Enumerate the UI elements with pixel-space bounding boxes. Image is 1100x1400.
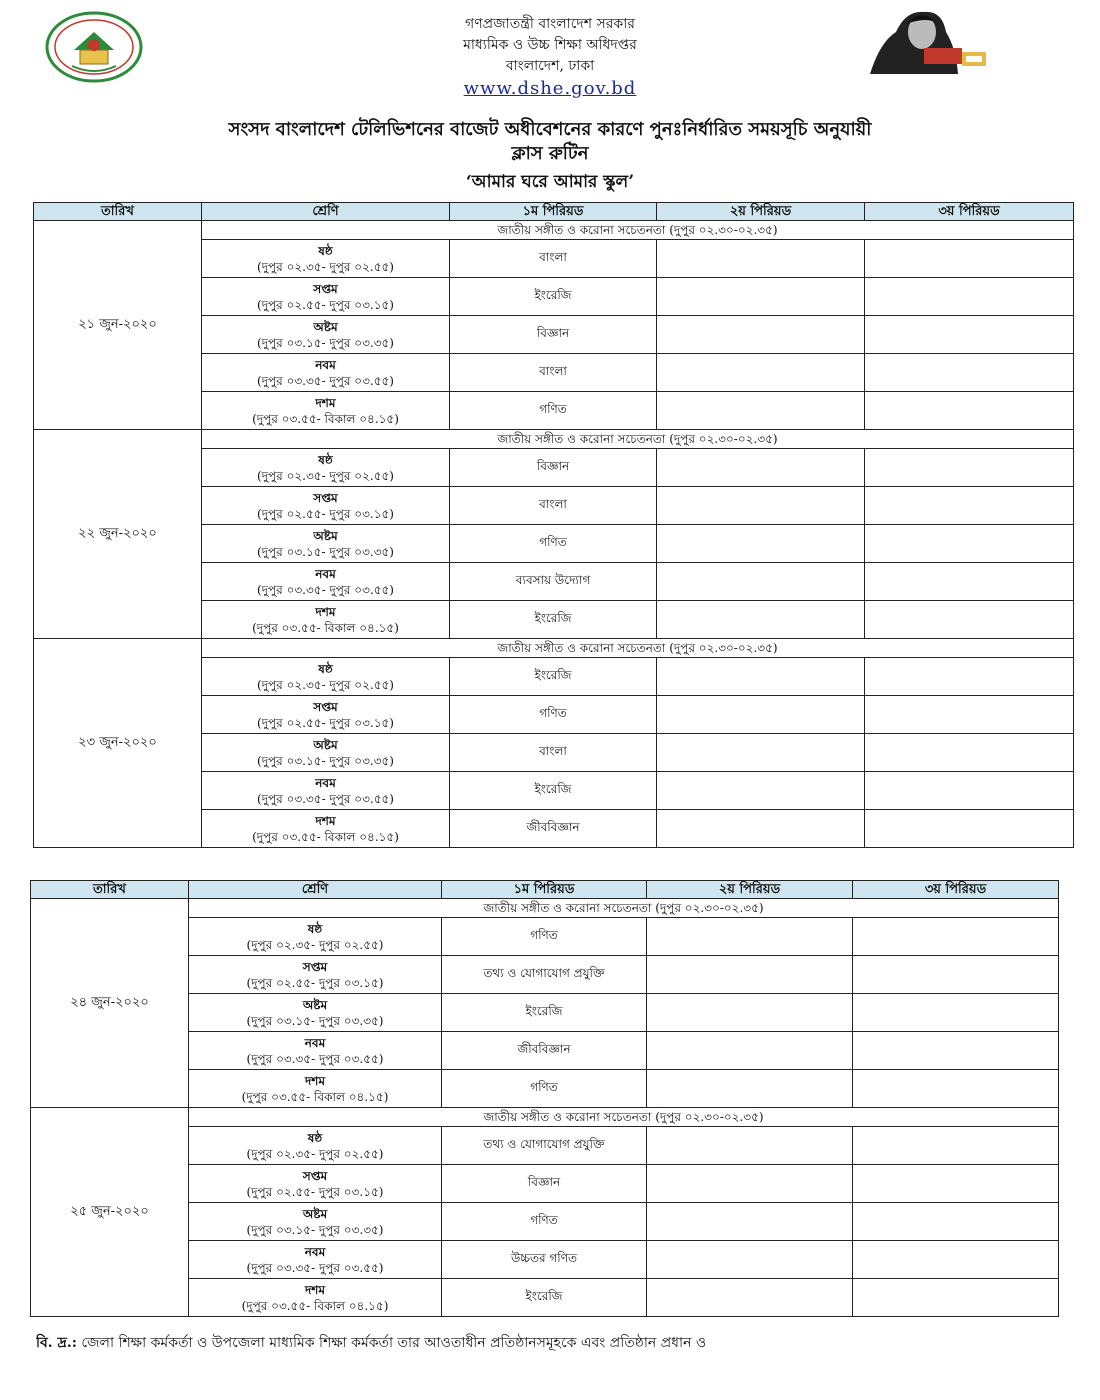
empty-cell xyxy=(865,487,1074,525)
class-cell: ষষ্ঠ (দুপুর ০২.৩৫- দুপুর ০২.৫৫) xyxy=(202,449,450,487)
subject-cell: ইংরেজি xyxy=(450,601,657,639)
empty-cell xyxy=(657,601,865,639)
class-cell: সপ্তম (দুপুর ০২.৫৫- দুপুর ০৩.১৫) xyxy=(202,278,450,316)
date-cell: ২৫ জুন-২০২০ xyxy=(31,1108,189,1317)
col-period-1: ১ম পিরিয়ড xyxy=(450,203,657,221)
empty-cell xyxy=(865,601,1074,639)
routine-title: সংসদ বাংলাদেশ টেলিভিশনের বাজেট অধীবেশনের কারণে পুনঃনির্ধারিত সময়সূচি অনুযায়ী xyxy=(228,119,872,140)
subject-cell: জীববিজ্ঞান xyxy=(442,1032,647,1070)
subject-cell: বিজ্ঞান xyxy=(450,316,657,354)
empty-cell xyxy=(657,240,865,278)
class-cell: অষ্টম (দুপুর ০৩.১৫- দুপুর ০৩.৩৫) xyxy=(202,734,450,772)
subject-cell: বাংলা xyxy=(450,240,657,278)
empty-cell xyxy=(853,956,1059,994)
empty-cell xyxy=(657,810,865,848)
col-period-1: ১ম পিরিয়ড xyxy=(442,881,647,899)
subject-cell: গণিত xyxy=(450,392,657,430)
empty-cell xyxy=(865,734,1074,772)
subject-cell: তথ্য ও যোগাযোগ প্রযুক্তি xyxy=(442,1127,647,1165)
empty-cell xyxy=(865,525,1074,563)
anthem-row: জাতীয় সঙ্গীত ও করোনা সচেতনতা (দুপুর ০২.৩০-০২.৩৫) xyxy=(202,639,1074,658)
empty-cell xyxy=(647,994,853,1032)
class-cell: ষষ্ঠ (দুপুর ০২.৩৫- দুপুর ০২.৫৫) xyxy=(189,918,442,956)
page-header xyxy=(0,0,1100,108)
subject-cell: বাংলা xyxy=(450,734,657,772)
empty-cell xyxy=(647,1241,853,1279)
footnote xyxy=(36,1333,1066,1353)
empty-cell xyxy=(647,1203,853,1241)
subject-cell: ইংরেজি xyxy=(450,658,657,696)
routine-table-1 xyxy=(33,202,1074,848)
table-row xyxy=(34,639,1074,658)
subject-cell: ইংরেজি xyxy=(450,772,657,810)
empty-cell xyxy=(853,1165,1059,1203)
footnote-label: বি. দ্র.: xyxy=(36,1335,77,1351)
anthem-row: জাতীয় সঙ্গীত ও করোনা সচেতনতা (দুপুর ০২.৩০-০২.৩৫) xyxy=(202,430,1074,449)
empty-cell xyxy=(853,1241,1059,1279)
subject-cell: ইংরেজি xyxy=(442,1279,647,1317)
empty-cell xyxy=(657,316,865,354)
empty-cell xyxy=(853,994,1059,1032)
class-cell: ষষ্ঠ (দুপুর ০২.৩৫- দুপুর ০২.৫৫) xyxy=(202,240,450,278)
subject-cell: গণিত xyxy=(450,696,657,734)
empty-cell xyxy=(647,1165,853,1203)
class-cell: অষ্টম (দুপুর ০৩.১৫- দুপুর ০৩.৩৫) xyxy=(202,525,450,563)
subject-cell: বিজ্ঞান xyxy=(450,449,657,487)
empty-cell xyxy=(865,449,1074,487)
empty-cell xyxy=(647,1032,853,1070)
routine-subtitle: ক্লাস রুটিন xyxy=(511,143,589,164)
empty-cell xyxy=(853,1070,1059,1108)
empty-cell xyxy=(865,772,1074,810)
col-class: শ্রেণি xyxy=(202,203,450,221)
col-period-3: ৩য় পিরিয়ড xyxy=(865,203,1074,221)
empty-cell xyxy=(657,392,865,430)
table-row xyxy=(31,899,1059,918)
empty-cell xyxy=(647,1279,853,1317)
subject-cell: জীববিজ্ঞান xyxy=(450,810,657,848)
anthem-row: জাতীয় সঙ্গীত ও করোনা সচেতনতা (দুপুর ০২.৩০-০২.৩৫) xyxy=(189,899,1059,918)
subject-cell: বিজ্ঞান xyxy=(442,1165,647,1203)
subject-cell: বাংলা xyxy=(450,487,657,525)
date-cell: ২২ জুন-২০২০ xyxy=(34,430,202,639)
date-cell: ২৩ জুন-২০২০ xyxy=(34,639,202,848)
class-cell: নবম (দুপুর ০৩.৩৫- দুপুর ০৩.৫৫) xyxy=(202,354,450,392)
class-cell: ষষ্ঠ (দুপুর ০২.৩৫- দুপুর ০২.৫৫) xyxy=(189,1127,442,1165)
subject-cell: ইংরেজি xyxy=(442,994,647,1032)
empty-cell xyxy=(657,734,865,772)
empty-cell xyxy=(853,1032,1059,1070)
subject-cell: ইংরেজি xyxy=(450,278,657,316)
empty-cell xyxy=(853,1127,1059,1165)
table-header-row xyxy=(31,881,1059,899)
table-row xyxy=(34,430,1074,449)
col-class: শ্রেণি xyxy=(189,881,442,899)
subject-cell: গণিত xyxy=(442,1203,647,1241)
col-date: তারিখ xyxy=(31,881,189,899)
empty-cell xyxy=(865,278,1074,316)
subject-cell: ব্যবসায় উদ্যোগ xyxy=(450,563,657,601)
table-header-row xyxy=(34,203,1074,221)
directorate-name: মাধ্যমিক ও উচ্চ শিক্ষা অধিদপ্তর xyxy=(463,37,637,53)
empty-cell xyxy=(865,316,1074,354)
empty-cell xyxy=(865,658,1074,696)
class-cell: নবম (দুপুর ০৩.৩৫- দুপুর ০৩.৫৫) xyxy=(202,772,450,810)
class-cell: দশম (দুপুর ০৩.৫৫- বিকাল ০৪.১৫) xyxy=(189,1070,442,1108)
empty-cell xyxy=(657,772,865,810)
class-cell: দশম (দুপুর ০৩.৫৫- বিকাল ০৪.১৫) xyxy=(202,810,450,848)
empty-cell xyxy=(647,1127,853,1165)
class-cell: নবম (দুপুর ০৩.৩৫- দুপুর ০৩.৫৫) xyxy=(189,1032,442,1070)
class-cell: দশম (দুপুর ০৩.৫৫- বিকাল ০৪.১৫) xyxy=(189,1279,442,1317)
mujib-100-portrait-icon xyxy=(866,2,990,74)
subject-cell: গণিত xyxy=(450,525,657,563)
empty-cell xyxy=(865,240,1074,278)
empty-cell xyxy=(657,563,865,601)
empty-cell xyxy=(657,354,865,392)
subject-cell: গণিত xyxy=(442,1070,647,1108)
location: বাংলাদেশ, ঢাকা xyxy=(505,58,595,74)
class-cell: নবম (দুপুর ০৩.৩৫- দুপুর ০৩.৫৫) xyxy=(189,1241,442,1279)
empty-cell xyxy=(647,956,853,994)
table-row xyxy=(31,1108,1059,1127)
class-cell: অষ্টম (দুপুর ০৩.১৫- দুপুর ০৩.৩৫) xyxy=(189,1203,442,1241)
col-date: তারিখ xyxy=(34,203,202,221)
col-period-2: ২য় পিরিয়ড xyxy=(657,203,865,221)
empty-cell xyxy=(647,1070,853,1108)
empty-cell xyxy=(853,1279,1059,1317)
class-cell: অষ্টম (দুপুর ০৩.১৫- দুপুর ০৩.৩৫) xyxy=(202,316,450,354)
subject-cell: তথ্য ও যোগাযোগ প্রযুক্তি xyxy=(442,956,647,994)
class-cell: অষ্টম (দুপুর ০৩.১৫- দুপুর ০৩.৩৫) xyxy=(189,994,442,1032)
empty-cell xyxy=(657,487,865,525)
class-cell: সপ্তম (দুপুর ০২.৫৫- দুপুর ০৩.১৫) xyxy=(202,487,450,525)
class-cell: নবম (দুপুর ০৩.৩৫- দুপুর ০৩.৫৫) xyxy=(202,563,450,601)
empty-cell xyxy=(657,525,865,563)
subject-cell: গণিত xyxy=(442,918,647,956)
website-link[interactable]: www.dshe.gov.bd xyxy=(463,78,637,99)
empty-cell xyxy=(865,563,1074,601)
class-cell: দশম (দুপুর ০৩.৫৫- বিকাল ০৪.১৫) xyxy=(202,392,450,430)
footnote-text: জেলা শিক্ষা কর্মকর্তা ও উপজেলা মাধ্যমিক শিক্ষা কর্মকর্তা তার আওতাধীন প্রতিষ্ঠানসমূহকে এবং প্রতিষ্ঠান প্রধান ও xyxy=(81,1335,707,1351)
anthem-row: জাতীয় সঙ্গীত ও করোনা সচেতনতা (দুপুর ০২.৩০-০২.৩৫) xyxy=(189,1108,1059,1127)
class-cell: দশম (দুপুর ০৩.৫৫- বিকাল ০৪.১৫) xyxy=(202,601,450,639)
program-name: ‘আমার ঘরে আমার স্কুল’ xyxy=(465,172,635,192)
subject-cell: উচ্চতর গণিত xyxy=(442,1241,647,1279)
table-row xyxy=(34,221,1074,240)
col-period-2: ২য় পিরিয়ড xyxy=(647,881,853,899)
class-cell: সপ্তম (দুপুর ০২.৫৫- দুপুর ০৩.১৫) xyxy=(189,1165,442,1203)
subject-cell: বাংলা xyxy=(450,354,657,392)
col-period-3: ৩য় পিরিয়ড xyxy=(853,881,1059,899)
date-cell: ২১ জুন-২০২০ xyxy=(34,221,202,430)
anthem-row: জাতীয় সঙ্গীত ও করোনা সচেতনতা (দুপুর ০২.৩০-০২.৩৫) xyxy=(202,221,1074,240)
title-block xyxy=(0,118,1100,194)
empty-cell xyxy=(657,449,865,487)
empty-cell xyxy=(853,918,1059,956)
empty-cell xyxy=(853,1203,1059,1241)
routine-table-2 xyxy=(30,880,1059,1317)
class-cell: ষষ্ঠ (দুপুর ০২.৩৫- দুপুর ০২.৫৫) xyxy=(202,658,450,696)
empty-cell xyxy=(865,354,1074,392)
class-cell: সপ্তম (দুপুর ০২.৫৫- দুপুর ০৩.১৫) xyxy=(202,696,450,734)
date-cell: ২৪ জুন-২০২০ xyxy=(31,899,189,1108)
empty-cell xyxy=(865,696,1074,734)
empty-cell xyxy=(657,696,865,734)
empty-cell xyxy=(657,278,865,316)
empty-cell xyxy=(647,918,853,956)
empty-cell xyxy=(865,810,1074,848)
class-cell: সপ্তম (দুপুর ০২.৫৫- দুপুর ০৩.১৫) xyxy=(189,956,442,994)
govt-name: গণপ্রজাতন্ত্রী বাংলাদেশ সরকার xyxy=(465,16,635,32)
empty-cell xyxy=(657,658,865,696)
empty-cell xyxy=(865,392,1074,430)
